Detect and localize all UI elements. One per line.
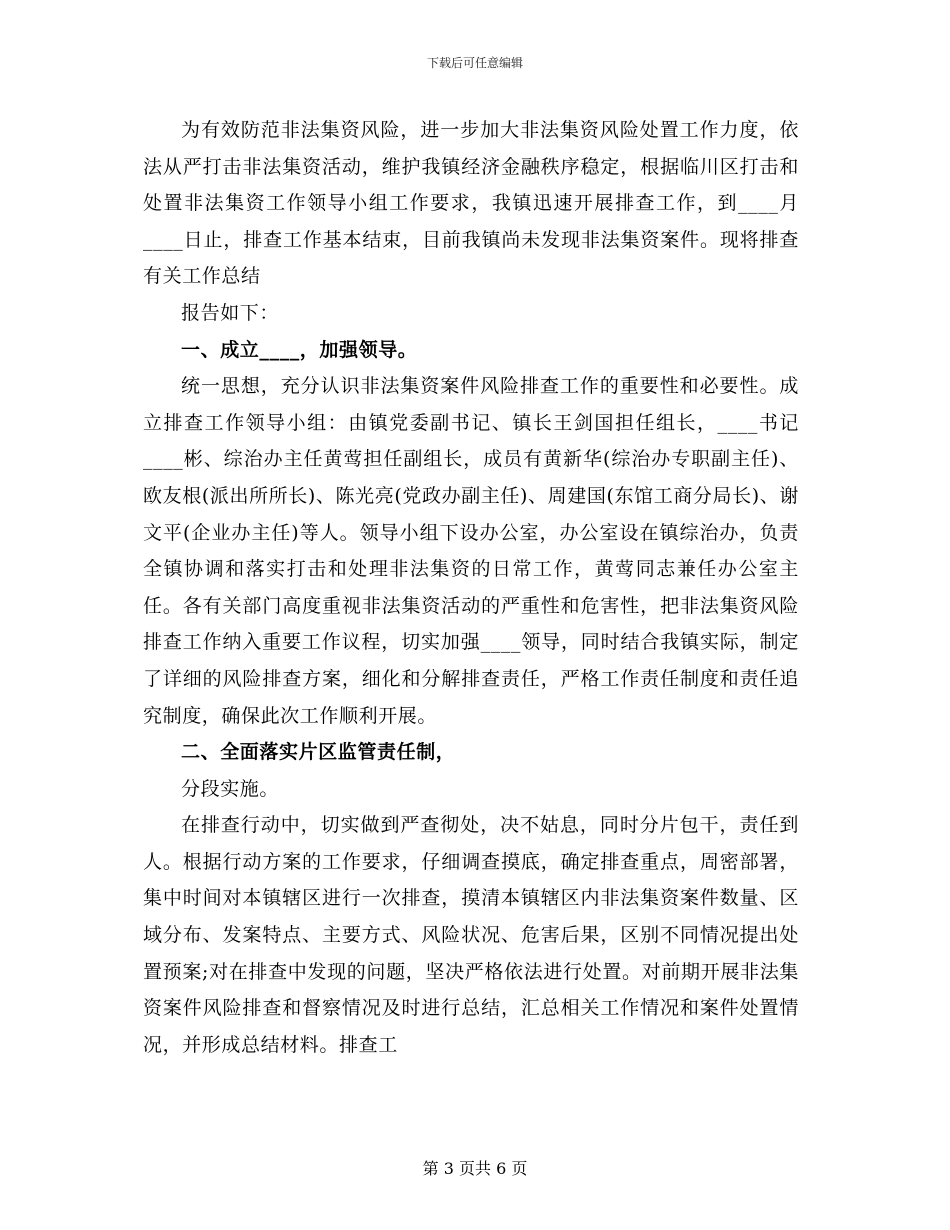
section-heading-2: 二、全面落实片区监管责任制，	[181, 741, 456, 764]
section-heading-1: 一、成立____，加强领导。	[181, 338, 418, 361]
paragraph-section-2: 在排查行动中，切实做到严查彻处，决不姑息，同时分片包干，责任到人。根据行动方案的工作要求，仔细调查摸底，确定排查重点，周密部署，集中时间对本镇辖区进行一次排查，摸清本镇辖区内非法集资案件数量、区域分布、发案特点、主要方式、风险状况、危害后果，区别不同情况提出处置预案;对在排查中发现的问题，坚决严格依法进行处置。对前期开展非法集资案件风险排查和督察情况及时进行总结，汇总相关工作情况和案件处置情况，并形成总结材料。排查工	[143, 814, 799, 1056]
paragraph-section-1: 统一思想，充分认识非法集资案件风险排查工作的重要性和必要性。成立排查工作领导小组：由镇党委副书记、镇长王剑国担任组长，____书记____彬、综治办主任黄莺担任副组长，成员有黄新华(综治办专职副主任)、欧友根(派出所所长)、陈光亮(党政办副主任)、周建国(东馆工商分局长)、谢文平(企业办主任)等人。领导小组下设办公室，办公室设在镇综治办，负责全镇协调和落实打击和处理非法集资的日常工作，黄莺同志兼任办公室主任。各有关部门高度重视非法集资活动的严重性和危害性，把非法集资风险排查工作纳入重要工作议程，切实加强____领导，同时结合我镇实际，制定了详细的风险排查方案，细化和分解排查责任，严格工作责任制度和责任追究制度，确保此次工作顺利开展。	[143, 375, 799, 727]
page-header: 下载后可任意编辑	[426, 56, 523, 70]
paragraph-phased: 分段实施。	[181, 777, 280, 800]
paragraph-intro: 为有效防范非法集资风险，进一步加大非法集资风险处置工作力度，依法从严打击非法集资活动，维护我镇经济金融秩序稳定，根据临川区打击和处置非法集资工作领导小组工作要求，我镇迅速开展排查工作，到____月____日止，排查工作基本结束，目前我镇尚未发现非法集资案件。现将排查有关工作总结	[143, 119, 799, 288]
document-body	[143, 112, 799, 1063]
paragraph-report: 报告如下：	[181, 301, 280, 324]
page-footer: 第 3 页共 6 页	[422, 1159, 528, 1178]
